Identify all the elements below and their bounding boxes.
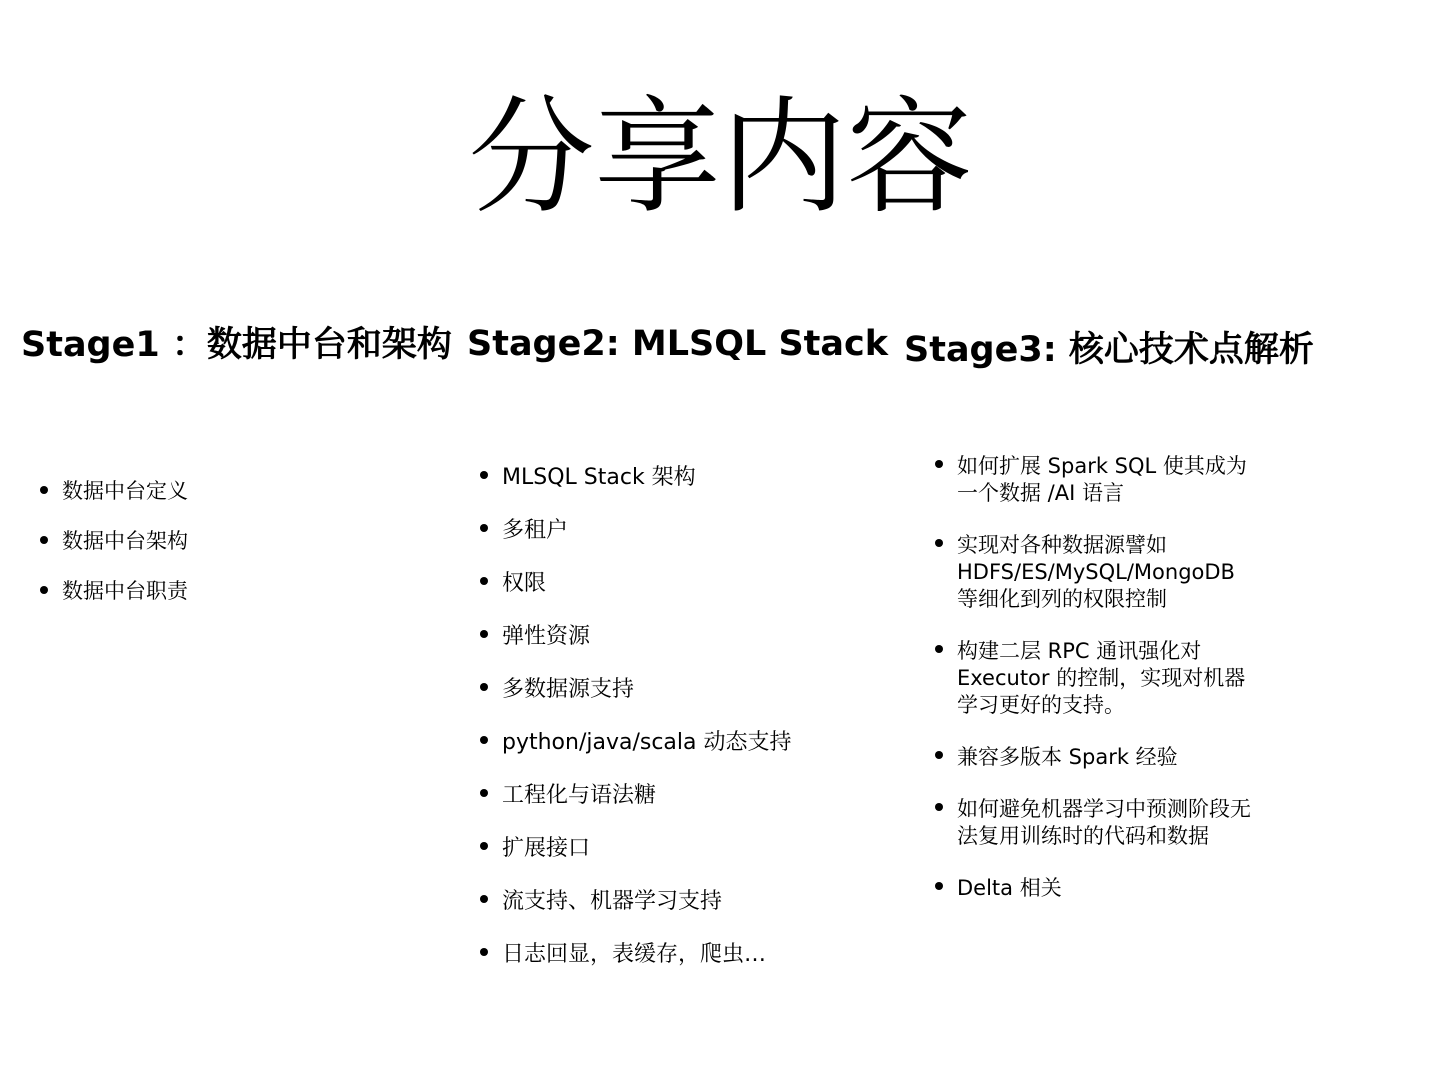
list-item: 流支持、机器学习支持 [480, 887, 900, 916]
list-item: 兼容多版本 Spark 经验 [935, 744, 1255, 771]
list-item: MLSQL Stack 架构 [480, 463, 900, 492]
stage2-heading: Stage2: MLSQL Stack [467, 324, 889, 364]
list-item: 实现对各种数据源譬如 HDFS/ES/MySQL/MongoDB 等细化到列的权限控制 [935, 532, 1255, 613]
list-item: 数据中台架构 [40, 527, 440, 555]
list-item: 构建二层 RPC 通讯强化对 Executor 的控制，实现对机器学习更好的支持。 [935, 638, 1255, 719]
list-item: Delta 相关 [935, 875, 1255, 902]
list-item: 弹性资源 [480, 622, 900, 651]
stage1-heading: Stage1 ：数据中台和架构 [21, 325, 452, 365]
list-item: 工程化与语法糖 [480, 781, 900, 810]
list-item: python/java/scala 动态支持 [480, 728, 900, 757]
stage3-bullet-list [935, 453, 1255, 927]
list-item: 权限 [480, 569, 900, 598]
list-item: 数据中台定义 [40, 477, 440, 505]
stage2-bullet-list [480, 463, 900, 993]
stage1-bullet-list [40, 477, 440, 627]
list-item: 多数据源支持 [480, 675, 900, 704]
list-item: 日志回显，表缓存，爬虫… [480, 940, 900, 969]
list-item: 数据中台职责 [40, 577, 440, 605]
list-item: 如何扩展 Spark SQL 使其成为一个数据 /AI 语言 [935, 453, 1255, 507]
list-item: 多租户 [480, 516, 900, 545]
list-item: 如何避免机器学习中预测阶段无法复用训练时的代码和数据 [935, 796, 1255, 850]
stage3-heading: Stage3: 核心技术点解析 [904, 330, 1314, 370]
slide-title: 分享内容 [468, 84, 973, 231]
list-item: 扩展接口 [480, 834, 900, 863]
